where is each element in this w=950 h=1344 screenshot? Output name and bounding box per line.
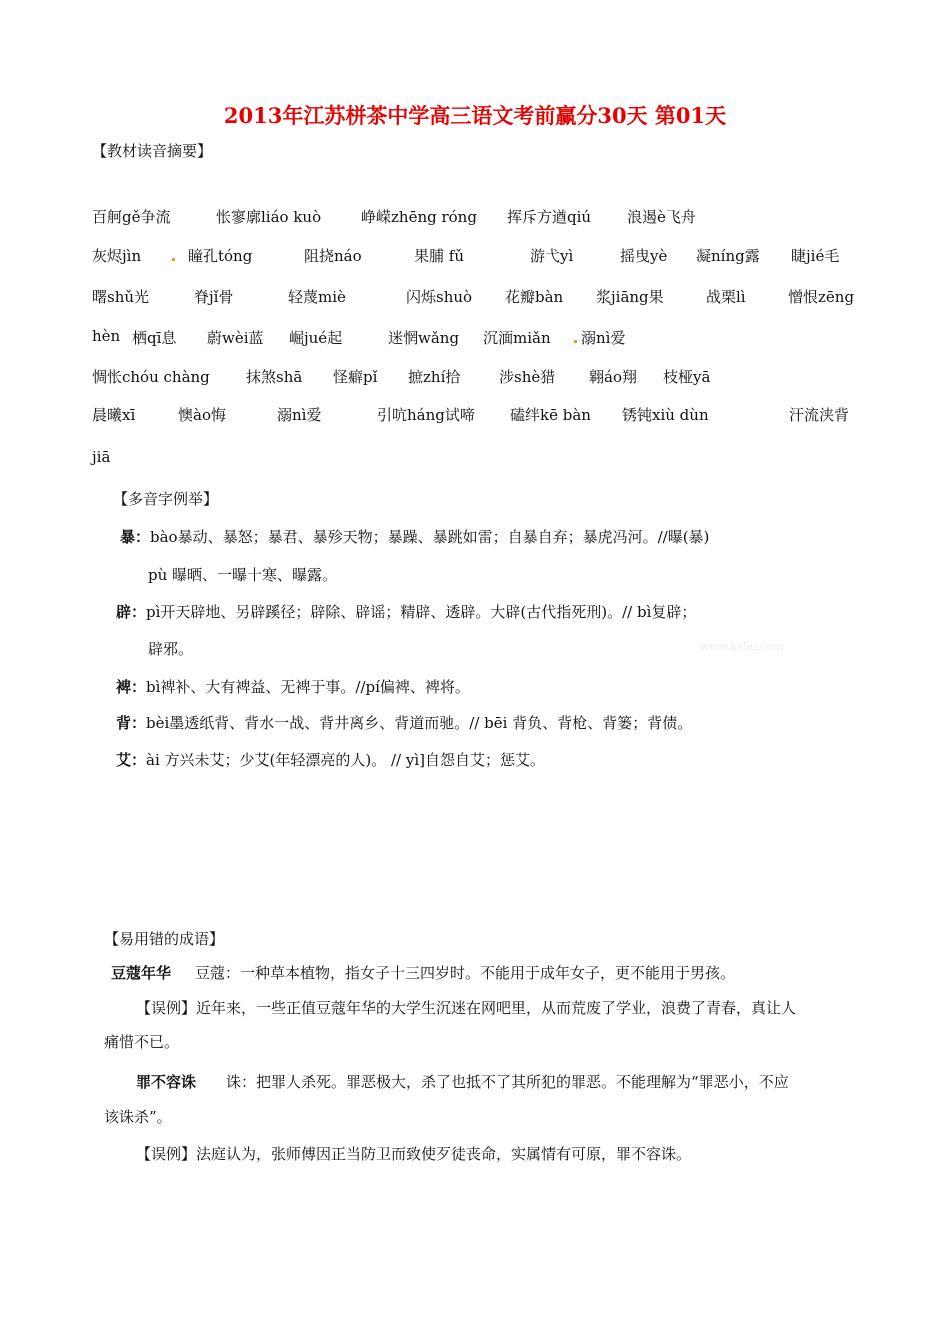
polyphone-char: 裨：: [116, 678, 147, 696]
pinyin-item: 锈钝xiù dùn: [622, 406, 709, 424]
pinyin-item: 沉湎miǎn: [483, 329, 551, 347]
polyphone-continuation: 辟邪。: [148, 640, 194, 658]
polyphone-entry: [116, 712, 692, 733]
pinyin-item: 战栗lì: [706, 288, 746, 306]
pinyin-item: 怪癖pǐ: [333, 368, 378, 386]
section-heading-polyphone: 【多音字例举】: [113, 490, 219, 508]
pinyin-item: 溺nì爱: [277, 406, 322, 424]
pinyin-item: 阻挠náo: [304, 247, 362, 265]
pinyin-item: 挥斥方遒qiú: [507, 208, 592, 226]
polyphone-char: 背：: [116, 714, 147, 732]
section-heading-idioms: 【易用错的成语】: [104, 930, 225, 948]
idiom-example: [136, 1143, 691, 1164]
pinyin-item: 瞳孔tóng: [188, 247, 253, 265]
polyphone-text: bào暴动、暴怒；暴君、暴殄天物；暴躁、暴跳如雷；自暴自弃；暴虎冯河。//曝(暴): [150, 528, 710, 546]
pinyin-item: 脊jǐ骨: [194, 288, 234, 306]
orange-dot: [172, 258, 175, 261]
idiom-term: 豆蔻年华: [111, 964, 172, 982]
pinyin-item: 百舸gě争流: [92, 208, 171, 226]
pinyin-item: 灰烬jìn: [92, 247, 142, 265]
polyphone-text: bì裨补、大有裨益、无裨于事。//pí偏裨、裨将。: [146, 678, 470, 696]
polyphone-char: 艾：: [116, 751, 147, 769]
pinyin-item: 引吭háng试啼: [377, 406, 475, 424]
polyphone-text: ài 方兴未艾；少艾(年轻漂亮的人)。 // yì]自怨自艾；惩艾。: [146, 751, 545, 769]
idiom-definition: 豆蔻：一种草本植物，指女子十三四岁时。不能用于成年女子，更不能用于男孩。: [195, 964, 736, 982]
pinyin-item: 游弋yì: [530, 247, 574, 265]
pinyin-item: 摇曳yè: [620, 247, 668, 265]
polyphone-char: 暴：: [120, 528, 151, 546]
polyphone-char: 辟：: [116, 603, 147, 621]
pinyin-item: hèn: [92, 327, 121, 345]
pinyin-item: jiā: [92, 448, 111, 466]
pinyin-item: 摭zhí拾: [408, 368, 461, 386]
example-label: 【误例】: [136, 1145, 197, 1163]
pinyin-item: 憎恨zēng: [788, 288, 855, 306]
pinyin-item: 曙shǔ光: [92, 288, 150, 306]
polyphone-text: pì开天辟地、另辟蹊径；辟除、辟谣；精辟、透辟。大辟(古代指死刑)。// bì复辟；: [146, 603, 697, 621]
polyphone-continuation: pù 曝晒、一曝十寒、曝露。: [148, 566, 338, 584]
orange-dot: [574, 340, 577, 343]
watermark: www.ks5u.com: [700, 640, 784, 653]
pinyin-item: 溺nì爱: [581, 329, 626, 347]
section-heading-reading: 【教材读音摘要】: [92, 142, 213, 160]
idiom-example-continuation: 痛惜不已。: [104, 1033, 180, 1051]
pinyin-item: 懊ào悔: [178, 406, 226, 424]
pinyin-item: 闪烁shuò: [406, 288, 473, 306]
idiom-definition-continuation: 该诛杀”。: [104, 1108, 172, 1126]
example-label: 【误例】: [136, 999, 197, 1017]
polyphone-entry: [120, 526, 709, 547]
pinyin-item: 迷惘wǎng: [388, 329, 460, 347]
pinyin-item: 磕绊kē bàn: [510, 406, 591, 424]
pinyin-item: 怅寥廓liáo kuò: [216, 208, 322, 226]
pinyin-item: 蔚wèi蓝: [207, 329, 264, 347]
idiom-example: [136, 997, 796, 1018]
polyphone-entry: [116, 749, 545, 770]
pinyin-item: 轻蔑miè: [288, 288, 346, 306]
page-title: 2013年江苏栟茶中学高三语文考前赢分30天 第01天: [223, 103, 727, 128]
pinyin-item: 抹煞shā: [246, 368, 303, 386]
idiom-definition: 诛：把罪人杀死。罪恶极大，杀了也抵不了其所犯的罪恶。不能理解为“罪恶小，不应: [226, 1073, 789, 1091]
pinyin-item: 汗流浃背: [789, 406, 850, 424]
pinyin-item: 果脯 fǔ: [414, 247, 464, 265]
pinyin-item: 凝níng露: [696, 247, 760, 265]
pinyin-item: 晨曦xī: [92, 406, 136, 424]
pinyin-item: 睫jié毛: [791, 247, 840, 265]
pinyin-item: 花瓣bàn: [505, 288, 564, 306]
polyphone-text: bèi墨透纸背、背水一战、背井离乡、背道而驰。// bēi 背负、背枪、背篓；背债。: [146, 714, 693, 732]
pinyin-item: 崛jué起: [289, 329, 343, 347]
pinyin-item: 翱áo翔: [589, 368, 637, 386]
pinyin-item: 峥嵘zhēng róng: [361, 208, 477, 226]
pinyin-item: 枝桠yā: [663, 368, 711, 386]
pinyin-item: 浪遏è飞舟: [627, 208, 696, 226]
pinyin-item: 涉shè猎: [499, 368, 556, 386]
example-text: 法庭认为，张师傅因正当防卫而致使歹徒丧命，实属情有可原，罪不容诛。: [196, 1145, 692, 1163]
idiom-entry: [136, 1071, 789, 1092]
pinyin-item: 浆jiāng果: [596, 288, 664, 306]
polyphone-entry: [116, 676, 470, 697]
polyphone-entry: [116, 601, 696, 622]
example-text: 近年来，一些正值豆蔻年华的大学生沉迷在网吧里，从而荒废了学业，浪费了青春，真让人: [196, 999, 797, 1017]
pinyin-item: 惆怅chóu chàng: [92, 368, 210, 386]
idiom-entry: [111, 962, 735, 983]
pinyin-item: 栖qī息: [132, 329, 177, 347]
idiom-term: 罪不容诛: [136, 1073, 197, 1091]
